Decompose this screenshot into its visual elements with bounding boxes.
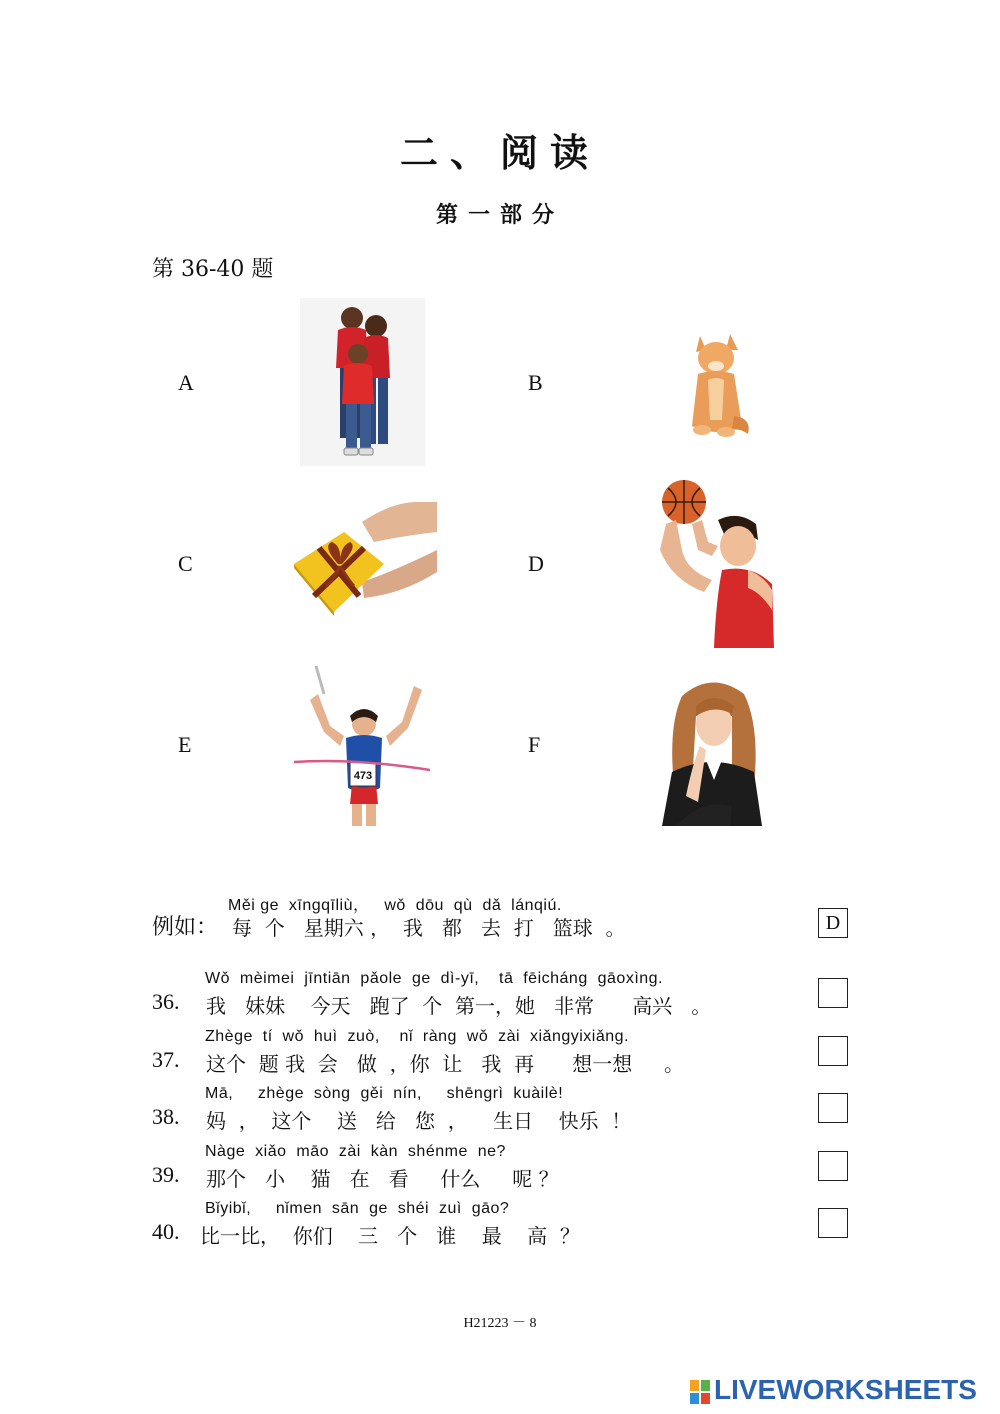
q36-number: 36. [152, 989, 180, 1014]
q40-answer-box[interactable] [818, 1208, 848, 1238]
part-subtitle: 第一部分 [435, 202, 564, 228]
question-range: 第 36-40 题 [152, 257, 274, 282]
q39-pinyin: Nàge xiǎo māo zài kàn shénme ne? [205, 1143, 506, 1160]
q36-pinyin: Wǒ mèimei jīntiān pǎole ge dì-yī, tā fēicháng gāoxìng. [205, 970, 663, 987]
option-label-c: C [178, 551, 193, 576]
example-sentence: 每 个 星期六 ， 我 都 去 打 篮球 。 [232, 916, 626, 940]
basketball-player-image [652, 480, 774, 648]
q40-number: 40. [152, 1219, 180, 1244]
page-code: H21223 － 8 [463, 1316, 537, 1331]
q37-number: 37. [152, 1047, 180, 1072]
example-label: 例如： [152, 915, 219, 940]
option-label-d: D [528, 551, 544, 576]
gift-box-image [292, 502, 437, 616]
q37-answer-box[interactable] [818, 1036, 848, 1066]
three-children-image [300, 298, 425, 466]
example-answer-box: D [818, 908, 848, 938]
q37-pinyin: Zhège tí wǒ huì zuò, nǐ ràng wǒ zài xiǎngyixiǎng. [205, 1028, 629, 1045]
option-label-f: F [528, 732, 541, 757]
q36-sentence: 我 妹妹 今天 跑了 个 第一，她 非常 高兴 。 [206, 994, 712, 1018]
thinking-woman-image [662, 676, 764, 826]
q37-sentence: 这个 题 我 会 做 ，你 让 我 再 想一想 。 [206, 1052, 685, 1076]
q38-sentence: 妈 ， 这个 送 给 您 ， 生日 快乐 ！ [206, 1109, 632, 1133]
q40-sentence: 比一比， 你们 三 个 谁 最 高 ？ [200, 1224, 580, 1248]
q39-number: 39. [152, 1162, 180, 1187]
option-label-e: E [178, 732, 192, 757]
section-title: 二、阅读 [399, 130, 600, 175]
option-label-a: A [178, 370, 194, 395]
runner-image [294, 666, 430, 826]
q39-answer-box[interactable] [818, 1151, 848, 1181]
liveworksheets-icon [690, 1380, 710, 1404]
q36-answer-box[interactable] [818, 978, 848, 1008]
liveworksheets-logo [690, 1374, 977, 1406]
q38-answer-box[interactable] [818, 1093, 848, 1123]
option-label-b: B [528, 370, 543, 395]
q40-pinyin: Bǐyibǐ, nǐmen sān ge shéi zuì gāo? [205, 1200, 510, 1217]
brand-name: LIVEWORKSHEETS [714, 1374, 977, 1405]
q38-pinyin: Mā, zhège sòng gěi nín, shēngrì kuàilè! [205, 1085, 564, 1102]
svg-text:473: 473 [353, 770, 373, 782]
q38-number: 38. [152, 1104, 180, 1129]
kitten-image [686, 330, 754, 442]
example-pinyin: Měi ge xīngqīliù， wǒ dōu qù dǎ lánqiú. [228, 897, 562, 914]
q39-sentence: 那个 小 猫 在 看 什么 呢 ？ [206, 1167, 559, 1191]
